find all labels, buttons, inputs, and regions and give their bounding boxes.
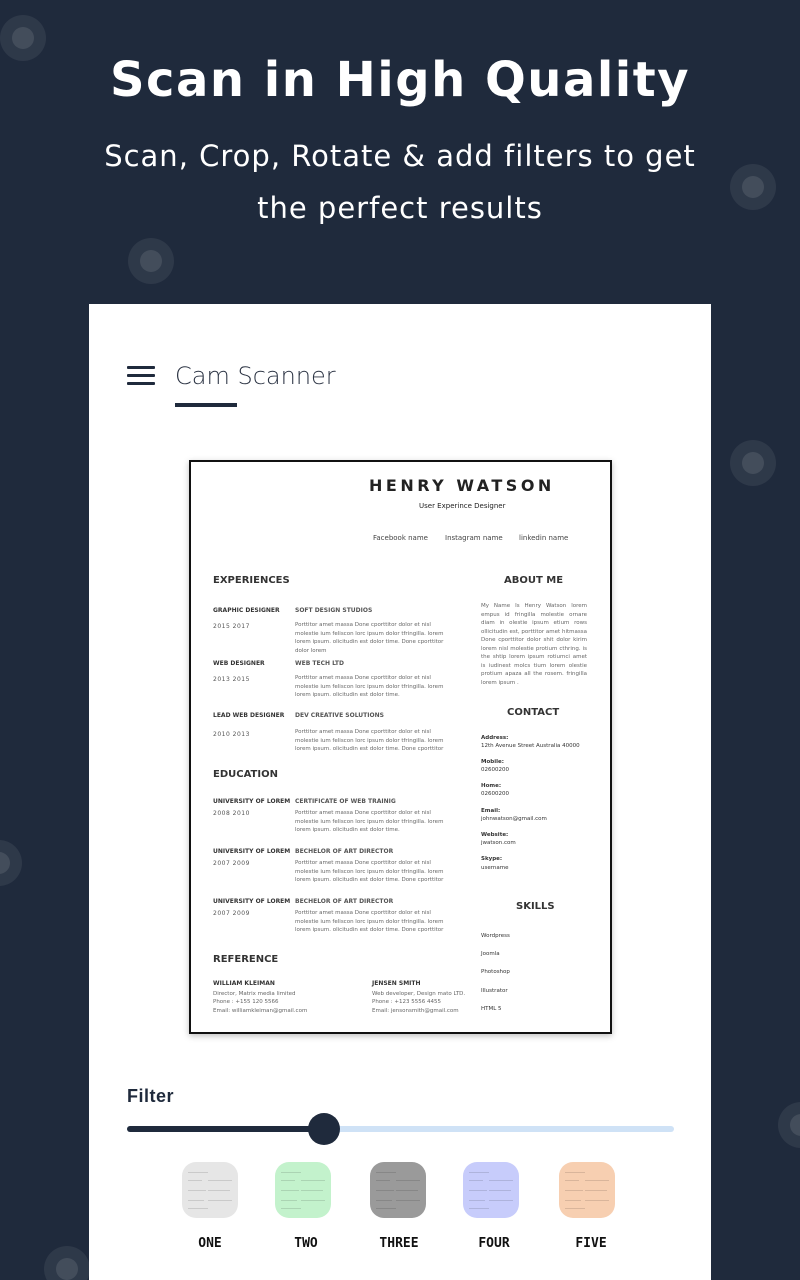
thumbnail-line (208, 1180, 232, 1181)
contact-value: johnwatson@gmail.com (481, 816, 547, 822)
resume-social: Facebook name (373, 534, 428, 542)
filter-label-three: THREE (379, 1236, 419, 1251)
job-years: 2010 2013 (213, 731, 250, 738)
contact-value: 12th Avenue Street Australia 40000 (481, 743, 580, 749)
slider-thumb[interactable] (308, 1113, 340, 1145)
filter-thumbnail-three[interactable] (370, 1162, 426, 1218)
thumbnail-line (376, 1180, 390, 1181)
edu-description: Porttitor amet massa Done cporttitor dolor et nisl molestie ium feliscon lorc ipsum dolor tfringilla. lorem lorem ipsum. olicitudin est dolor time. Done cporttitor (295, 910, 444, 933)
reference-name: JENSEN SMITH (372, 980, 421, 987)
thumbnail-line (565, 1200, 581, 1201)
reference-line: Web developer, Design mato LTD. (372, 991, 466, 997)
thumbnail-line (565, 1172, 585, 1173)
title-underline (175, 403, 237, 407)
thumbnail-line (469, 1180, 483, 1181)
section-heading: EDUCATION (213, 769, 278, 780)
contact-value: 02600200 (481, 791, 509, 797)
edu-years: 2007 2009 (213, 860, 250, 867)
contact-label: Address: (481, 735, 509, 741)
contact-label: Email: (481, 808, 501, 814)
edu-years: 2008 2010 (213, 810, 250, 817)
thumbnail-line (281, 1200, 297, 1201)
skill-item: HTML 5 (481, 1006, 502, 1012)
background-dot (730, 164, 776, 210)
thumbnail-line (301, 1190, 323, 1191)
thumbnail-line (489, 1180, 513, 1181)
job-title: WEB DESIGNER (213, 660, 265, 667)
job-company: DEV CREATIVE SOLUTIONS (295, 712, 384, 719)
thumbnail-line (396, 1180, 420, 1181)
skill-item: Joomla (481, 951, 500, 957)
section-heading: CONTACT (507, 707, 560, 718)
thumbnail-line (376, 1208, 396, 1209)
thumbnail-line (188, 1190, 206, 1191)
filter-label-one: ONE (198, 1236, 222, 1251)
filter-label-four: FOUR (478, 1236, 510, 1251)
contact-label: Website: (481, 832, 509, 838)
promo-title: Scan in High Quality (109, 52, 690, 108)
thumbnail-line (281, 1190, 299, 1191)
reference-line: Phone : +123 5556 4455 (372, 999, 441, 1005)
reference-line: Director, Matrix media limited (213, 991, 296, 997)
thumbnail-line (188, 1180, 202, 1181)
resume-name: HENRY WATSON (369, 476, 555, 495)
menu-icon[interactable] (127, 366, 155, 386)
thumbnail-line (376, 1200, 392, 1201)
filter-label: Filter (127, 1086, 175, 1106)
background-dot (730, 440, 776, 486)
thumbnail-line (396, 1190, 418, 1191)
thumbnail-line (585, 1190, 607, 1191)
section-heading: SKILLS (516, 901, 555, 912)
skill-item: Illustrator (481, 988, 508, 994)
background-dot (778, 1102, 800, 1148)
thumbnail-line (281, 1172, 301, 1173)
filter-thumbnail-four[interactable] (463, 1162, 519, 1218)
job-title: GRAPHIC DESIGNER (213, 607, 280, 614)
thumbnail-line (565, 1208, 585, 1209)
slider-fill (127, 1126, 324, 1132)
background-dot (44, 1246, 90, 1280)
filter-slider[interactable] (127, 1126, 674, 1132)
thumbnail-line (469, 1172, 489, 1173)
contact-value: username (481, 865, 509, 871)
background-dot (128, 238, 174, 284)
edu-description: Porttitor amet massa Done cporttitor dolor et nisl molestie ium feliscon lorc ipsum dolor tfringilla. lorem lorem ipsum. olicitudin est dolor time. Done cporttitor (295, 860, 444, 883)
section-heading: REFERENCE (213, 954, 279, 965)
app-screen (89, 304, 711, 1280)
section-heading: ABOUT ME (504, 575, 564, 586)
thumbnail-line (281, 1180, 295, 1181)
job-years: 2013 2015 (213, 676, 250, 683)
edu-school: UNIVERSITY OF LOREM (213, 848, 291, 855)
thumbnail-line (489, 1190, 511, 1191)
edu-school: UNIVERSITY OF LOREM (213, 798, 291, 805)
job-description: Porttitor amet massa Done cporttitor dolor et nisl molestie ium feliscon lorc ipsum dolor tfringilla. lorem lorem ipsum. olicitudin est dolor time. Done cporttitor (295, 729, 444, 752)
job-description: Porttitor amet massa Done cporttitor dolor et nisl molestie ium feliscon lorc ipsum dolor tfringilla. lorem lorem ipsum. olicitudin est dolor time. Done cporttitor dolor lorem (295, 622, 444, 654)
job-years: 2015 2017 (213, 623, 250, 630)
contact-label: Skype: (481, 856, 503, 862)
thumbnail-line (469, 1200, 485, 1201)
thumbnail-line (469, 1208, 489, 1209)
edu-school: UNIVERSITY OF LOREM (213, 898, 291, 905)
thumbnail-line (585, 1180, 609, 1181)
thumbnail-line (188, 1200, 204, 1201)
contact-label: Home: (481, 783, 502, 789)
thumbnail-line (301, 1180, 325, 1181)
thumbnail-line (489, 1200, 513, 1201)
thumbnail-line (376, 1172, 396, 1173)
job-company: SOFT DESIGN STUDIOS (295, 607, 373, 614)
skill-item: Photoshop (481, 969, 510, 975)
thumbnail-line (208, 1190, 230, 1191)
filter-options (89, 1162, 711, 1272)
thumbnail-line (208, 1200, 232, 1201)
thumbnail-line (585, 1200, 609, 1201)
edu-degree: BECHELOR OF ART DIRECTOR (295, 848, 394, 855)
resume-social: Instagram name (445, 534, 503, 542)
resume-role: User Experince Designer (419, 502, 506, 510)
job-company: WEB TECH LTD (295, 660, 344, 667)
reference-line: Email: jensonsmith@gmail.com (372, 1008, 459, 1014)
thumbnail-line (565, 1190, 583, 1191)
filter-label-two: TWO (294, 1236, 318, 1251)
background-dot (0, 840, 22, 886)
contact-label: Mobile: (481, 759, 504, 765)
scanned-document[interactable] (189, 460, 612, 1034)
app-title: Cam Scanner (175, 362, 336, 390)
skill-item: Wordpress (481, 933, 510, 939)
resume-social: linkedin name (519, 534, 569, 542)
thumbnail-line (565, 1180, 579, 1181)
job-title: LEAD WEB DESIGNER (213, 712, 285, 719)
edu-degree: BECHELOR OF ART DIRECTOR (295, 898, 394, 905)
thumbnail-line (188, 1208, 208, 1209)
reference-name: WILLIAM KLEIMAN (213, 980, 275, 987)
reference-line: Email: williamkleiman@gmail.com (213, 1008, 308, 1014)
promo-subtitle: Scan, Crop, Rotate & add filters to get the perfect results (104, 139, 696, 225)
about-text: My Name Is Henry Watson lorem empus id fringilla molestie ornare diam in olestie ipsum etium rows ollicitudin est, porttitor amet hitmassa Done cporttitor dolor shit dolor kirim lorem nisl molestie protium cthring. is the shtip lorem ipsum rotiumci amet is iudinest molcs tium lorem olestie protium apaza all the rosem. fringilla lorem ipsum . (481, 603, 587, 686)
thumbnail-line (376, 1190, 394, 1191)
contact-value: jwatson.com (481, 840, 516, 846)
edu-description: Porttitor amet massa Done cporttitor dolor et nisl molestie ium feliscon lorc ipsum dolor tfringilla. lorem lorem ipsum. olicitudin est dolor time. (295, 810, 444, 833)
thumbnail-line (301, 1200, 325, 1201)
edu-years: 2007 2009 (213, 910, 250, 917)
job-description: Porttitor amet massa Done cporttitor dolor et nisl molestie ium feliscon lorc ipsum dolor tfringilla. lorem lorem ipsum. olicitudin est dolor time. (295, 675, 444, 698)
contact-value: 02600200 (481, 767, 509, 773)
thumbnail-line (281, 1208, 301, 1209)
filter-label-five: FIVE (575, 1236, 607, 1251)
thumbnail-line (396, 1200, 420, 1201)
thumbnail-line (188, 1172, 208, 1173)
section-heading: EXPERIENCES (213, 575, 290, 586)
edu-degree: CERTIFICATE OF WEB TRAINIG (295, 798, 396, 805)
filter-thumbnail-one[interactable] (182, 1162, 238, 1218)
filter-thumbnail-five[interactable] (559, 1162, 615, 1218)
thumbnail-line (469, 1190, 487, 1191)
filter-thumbnail-two[interactable] (275, 1162, 331, 1218)
reference-line: Phone : +155 120 5566 (213, 999, 279, 1005)
